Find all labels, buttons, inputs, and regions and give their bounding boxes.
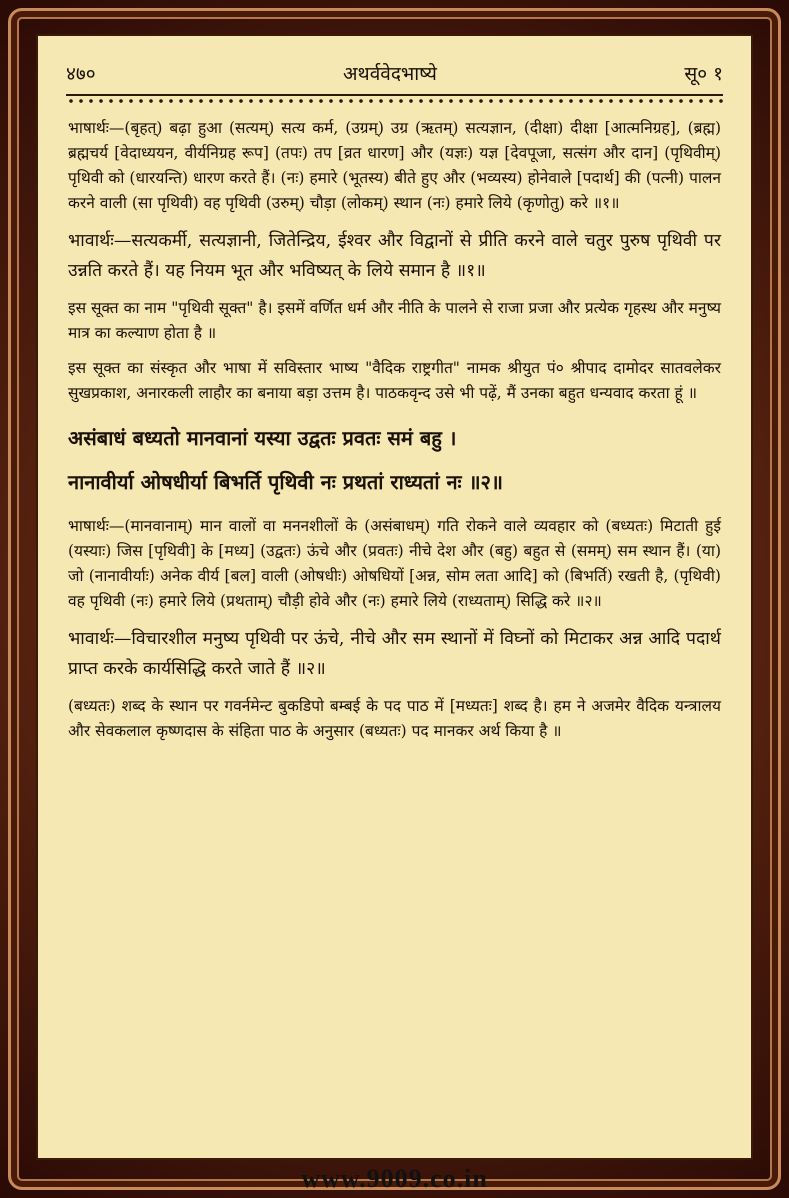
mantra-verse [68, 416, 721, 504]
book-page [36, 34, 753, 1160]
mantra-line-2: नानावीर्या ओषधीर्या बिभर्ति पृथिवी नः प्रथतां राध्यतां नः ॥२॥ [68, 470, 503, 494]
bhavartha-paragraph-1: भावार्थः—सत्यकर्मी, सत्यज्ञानी, जितेन्द्रिय, ईश्वर और विद्वानों से प्रीति करने वाले चतुर पुरुष पृथिवी पर उन्नति करते हैं। यह नियम भूत और भविष्यत् के लिये समान है ॥१॥ [68, 231, 721, 281]
sukta-label: सू० १ [684, 63, 723, 85]
page-header [66, 58, 723, 88]
website-watermark: www.9009.co.in [301, 1164, 488, 1193]
bhavartha-paragraph-2: भावार्थः—विचारशील मनुष्य पृथिवी पर ऊंचे, नीचे और सम स्थानों में विघ्नों को मिटाकर अन्न आदि पदार्थ प्राप्त करके कार्यसिद्धि करते जाते हैं ॥२॥ [68, 629, 721, 679]
book-title: अथर्ववेदभाष्ये [343, 63, 437, 85]
page-content [68, 116, 721, 754]
mantra-line-1: असंबाधं बध्यतो मानवानां यस्या उद्वतः प्रवतः समं बहु । [68, 426, 457, 450]
page-number: ४७० [66, 63, 96, 85]
note-paragraph-2: इस सूक्त का संस्कृत और भाषा में सविस्तार भाष्य "वैदिक राष्ट्रगीत" नामक श्रीयुत पं० श्रीपाद दामोदर सातवलेकर सुखप्रकाश, अनारकली लाहौर का बनाया बड़ा उत्तम है। पाठकवृन्द उसे भी पढ़ें, मैं उनका बहुत धन्यवाद करता हूं ॥ [68, 359, 721, 402]
header-rule [66, 94, 723, 106]
bhashartha-paragraph-2: भाषार्थः—(मानवानाम्) मान वालों वा मननशीलों के (असंबाधम्) गति रोकने वाले व्यवहार को (बध्यतः) मिटाती हुई (यस्याः) जिस [पृथिवी] के [मध्य] (उद्वतः) ऊंचे और (प्रवतः) नीचे देश और (बहु) बहुत से (समम्) सम स्थान हैं। (या) जो (नानावीर्याः) अनेक वीर्य [बल] वाली (ओषधीः) ओषधियों [अन्न, सोम लता आदि] को (बिभर्ति) रखती है, (पृथिवी) वह पृथिवी (नः) हमारे लिये (प्रथताम्) चौड़ी होवे और (नः) हमारे लिये (राध्यताम्) सिद्धि करे ॥२॥ [68, 517, 721, 610]
footer-band [0, 1160, 789, 1198]
note-paragraph-3: (बध्यतः) शब्द के स्थान पर गवर्नमेन्ट बुकडिपो बम्बई के पद पाठ में [मध्यतः] शब्द है। हम ने अजमेर वैदिक यन्त्रालय और सेवकलाल कृष्णदास के संहिता पाठ के अनुसार (बध्यतः) पद मानकर अर्थ किया है ॥ [68, 697, 721, 740]
bhashartha-paragraph-1: भाषार्थः—(बृहत्) बढ़ा हुआ (सत्यम्) सत्य कर्म, (उग्रम्) उग्र (ऋतम्) सत्यज्ञान, (दीक्षा) दीक्षा [आत्मनिग्रह], (ब्रह्म) ब्रह्मचर्य [वेदाध्ययन, वीर्यनिग्रह रूप] (तपः) तप [व्रत धारण] और (यज्ञः) यज्ञ [देवपूजा, सत्संग और दान] (पृथिवीम्) पृथिवी को (धारयन्ति) धारण करते हैं। (नः) हमारे (भूतस्य) बीते हुए और (भव्यस्य) होनेवाले [पदार्थ] की (पत्नी) पालन करने वाली (सा पृथिवी) वह पृथिवी (उरुम्) चौड़ा (लोकम्) स्थान (नः) हमारे लिये (कृणोतु) करे ॥१॥ [68, 119, 721, 212]
note-paragraph-1: इस सूक्त का नाम "पृथिवी सूक्त" है। इसमें वर्णित धर्म और नीति के पालने से राजा प्रजा और प्रत्येक गृहस्थ और मनुष्य मात्र का कल्याण होता है ॥ [68, 299, 721, 342]
